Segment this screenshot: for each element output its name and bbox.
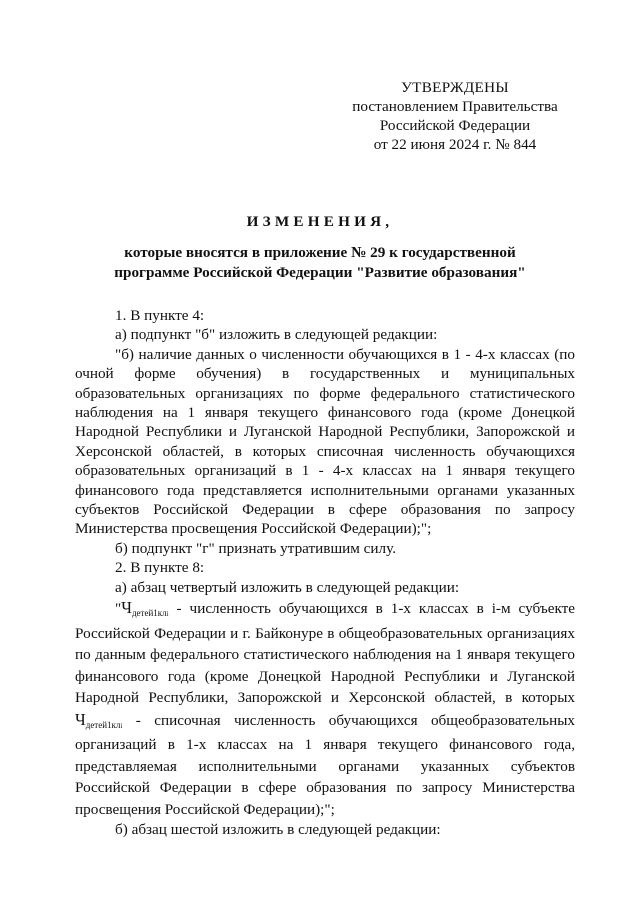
- approval-block: [340, 78, 570, 154]
- approval-line-1: постановлением Правительства: [352, 98, 558, 115]
- paragraph-abzac-4-instruction: а) абзац четвертый изложить в следующей редакции:: [115, 578, 460, 596]
- paragraph-point-4: 1. В пункте 4:: [115, 307, 205, 324]
- subtitle-line-2: программе Российской Федерации "Развитие образования": [114, 263, 526, 281]
- paragraph-subpoint-b-instruction: а) подпункт "б" изложить в следующей редакции:: [115, 326, 438, 344]
- abzac-4-text-part-1: - численность обучающихся в 1-х классах в i-м субъекте Российской Федерации и г. Байконуре в общеобразовательных организациях по данным федерального статистического наблюдения на 1 января текущего финансового года (кроме Донецкой Народной Республики и Луганской Народной Республики, Запорожской и Херсонской областей, в которых: [75, 600, 575, 707]
- paragraph-abzac-4-text: [75, 597, 575, 820]
- formula-subscript: [132, 608, 169, 618]
- paragraph-subpoint-g: б) подпункт "г" признать утратившим силу.: [115, 539, 397, 557]
- document-body: [75, 306, 575, 840]
- paragraph-abzac-6-instruction: б) абзац шестой изложить в следующей редакции:: [115, 821, 441, 839]
- formula-subscript-text-2: детей1кл: [85, 719, 121, 730]
- approval-line-2: Российской Федерации: [379, 117, 531, 134]
- document-title: ИЗМЕНЕНИЯ,: [246, 213, 394, 230]
- paragraph-point-8: 2. В пункте 8:: [115, 559, 205, 577]
- paragraph-subpoint-b-text: "б) наличие данных о численности обучающихся в 1 - 4-х классах (по очной форме обучения) в государственных и муниципальных образовательных организациях по форме федерального статистического наблюдения на 1 января текущего финансового года (кроме Донецкой Народной Республики и Луганской Народной Республики, Запорожской и Херсонской областей, в которых списочная численность обучающихся образовательных организаций в 1 - 4-х классах на 1 января текущего финансового года представляется исполнительными органами указанных субъектов Российской Федерации в сфере образования по запросу Министерства просвещения Российской Федерации);";: [75, 345, 575, 538]
- subtitle-line-1: которые вносятся в приложение № 29 к государственной: [124, 244, 516, 261]
- formula-subscript-2: [86, 720, 123, 730]
- approval-heading: УТВЕРЖДЕНЫ: [401, 79, 509, 96]
- formula-subscript-index-2: i: [120, 721, 123, 730]
- formula-symbol-2: Ч: [75, 709, 86, 729]
- document-subtitle: [60, 243, 580, 282]
- approval-line-3: от 22 июня 2024 г. № 844: [373, 136, 537, 153]
- formula-subscript-text: детей1кл: [131, 608, 167, 619]
- quote-mark: ": [115, 600, 122, 618]
- formula-symbol: Ч: [121, 598, 132, 618]
- formula-subscript-index: i: [166, 610, 169, 619]
- abzac-4-text-part-2: - списочная численность обучающихся общеобразовательных организаций в 1-х классах на 1 января текущего финансового года, представляемая исполнительными органами указанных субъектов Российской Федерации в сфере образования по запросу Министерства просвещения Российской Федерации);";: [75, 711, 575, 818]
